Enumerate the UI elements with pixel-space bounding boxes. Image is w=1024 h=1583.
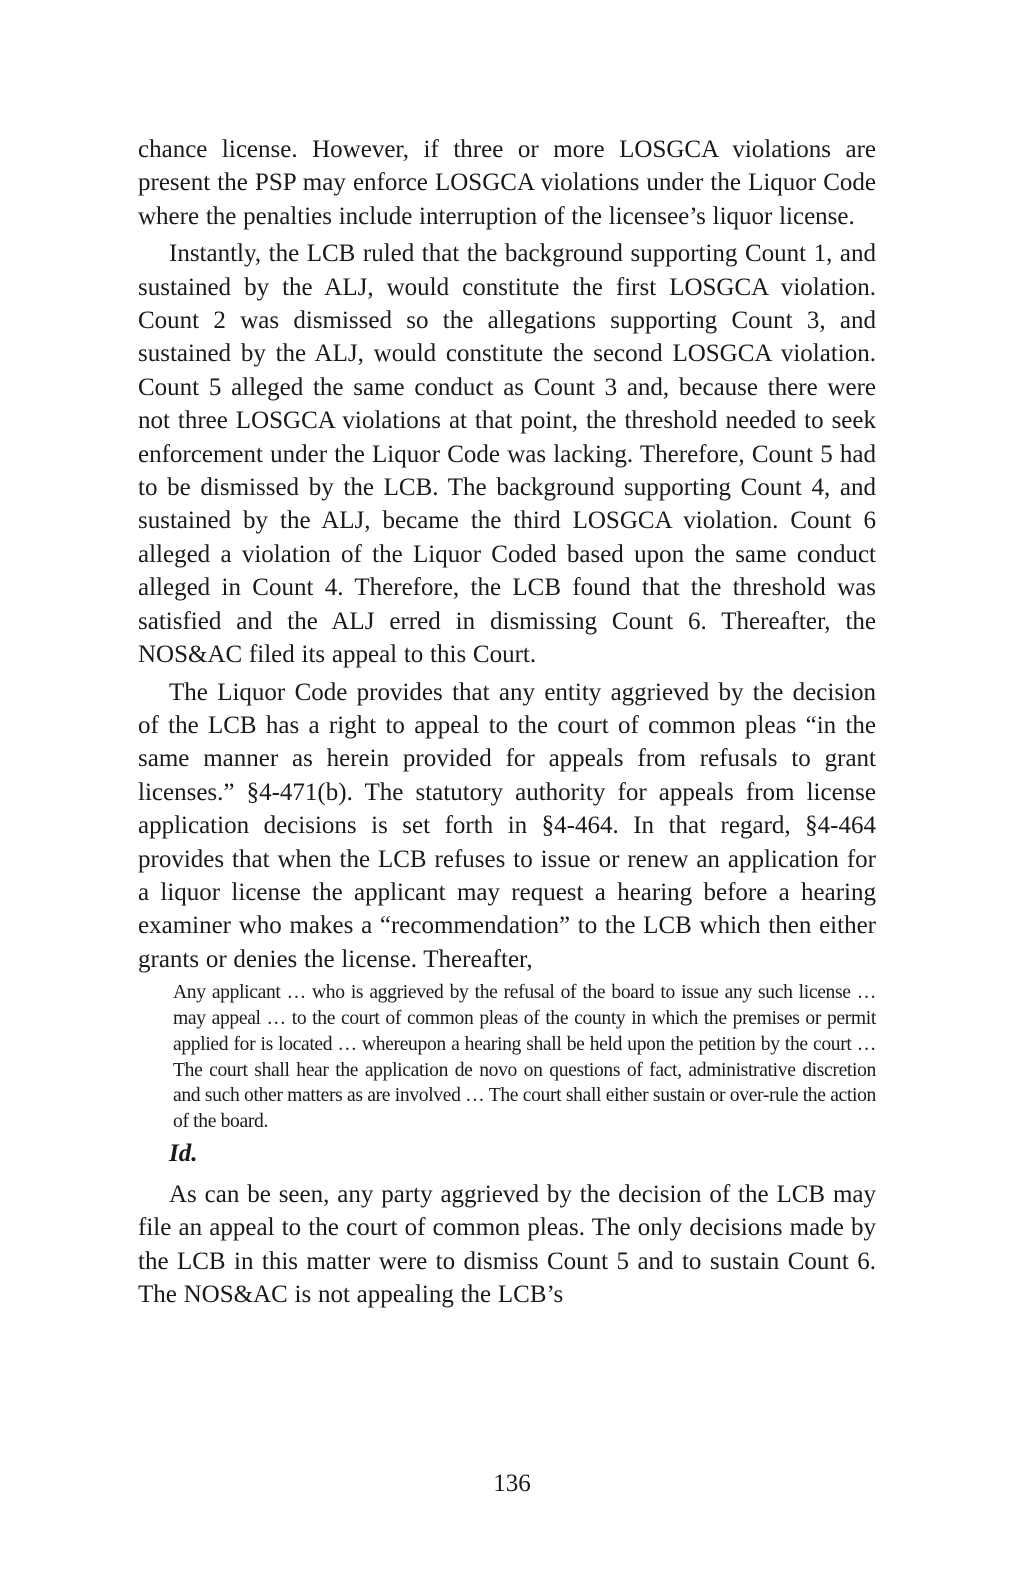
paragraph-lcb-ruling: Instantly, the LCB ruled that the background supporting Count 1, and sustained by the ALJ, would constitute the first LOSGCA violation. Count 2 was dismissed so the allegations supporting Count 3, and sustained by the ALJ, would constitute the second LOSGCA violation. Count 5 alleged the same conduct as Count 3 and, because there were not three LOSGCA violations at that point, the threshold needed to seek enforcement under the Liquor Code was lacking. Therefore, Count 5 had to be dismissed by the LCB. The background supporting Count 4, and sustained by the ALJ, became the third LOSGCA violation. Count 6 alleged a violation of the Liquor Coded based upon the same conduct alleged in Count 4. Therefore, the LCB found that the threshold was satisfied and the ALJ erred in dismissing Count 6. Thereafter, the NOS&AC filed its appeal to this Court.	[138, 240, 876, 669]
document-page	[138, 133, 876, 1316]
paragraph-liquor-code-appeal: The Liquor Code provides that any entity aggrieved by the decision of the LCB has a right to appeal to the court of common pleas “in the same manner as herein provided for appeals from refusals to grant licenses.” §4-471(b). The statutory authority for appeals from license application decisions is set forth in §4-464. In that regard, §4-464 provides that when the LCB refuses to issue or renew an application for a liquor license the applicant may request a hearing before a hearing examiner who makes a “recommendation” to the LCB which then either grants or denies the license. Thereafter,	[138, 678, 876, 973]
paragraph-continued: chance license. However, if three or more LOSGCA violations are present the PSP may enforce LOSGCA violations under the Liquor Code where the penalties include interruption of the licensee’s liquor license.	[138, 136, 876, 230]
page-number: 136	[493, 1470, 531, 1497]
citation-id: Id.	[169, 1139, 198, 1167]
paragraph-conclusion: As can be seen, any party aggrieved by the decision of the LCB may file an appeal to the court of common pleas. The only decisions made by the LCB in this matter were to dismiss Count 5 and to sustain Count 6. The NOS&AC is not appealing the LCB’s	[138, 1180, 876, 1309]
block-quote: Any applicant … who is aggrieved by the refusal of the board to issue any such license … may appeal … to the court of common pleas of the county in which the premises or permit applied for is located … whereupon a hearing shall be held upon the petition by the court … The court shall hear the application de novo on questions of fact, administrative discretion and such other matters as are involved … The court shall either sustain or over-rule the action of the board.	[173, 982, 876, 1133]
